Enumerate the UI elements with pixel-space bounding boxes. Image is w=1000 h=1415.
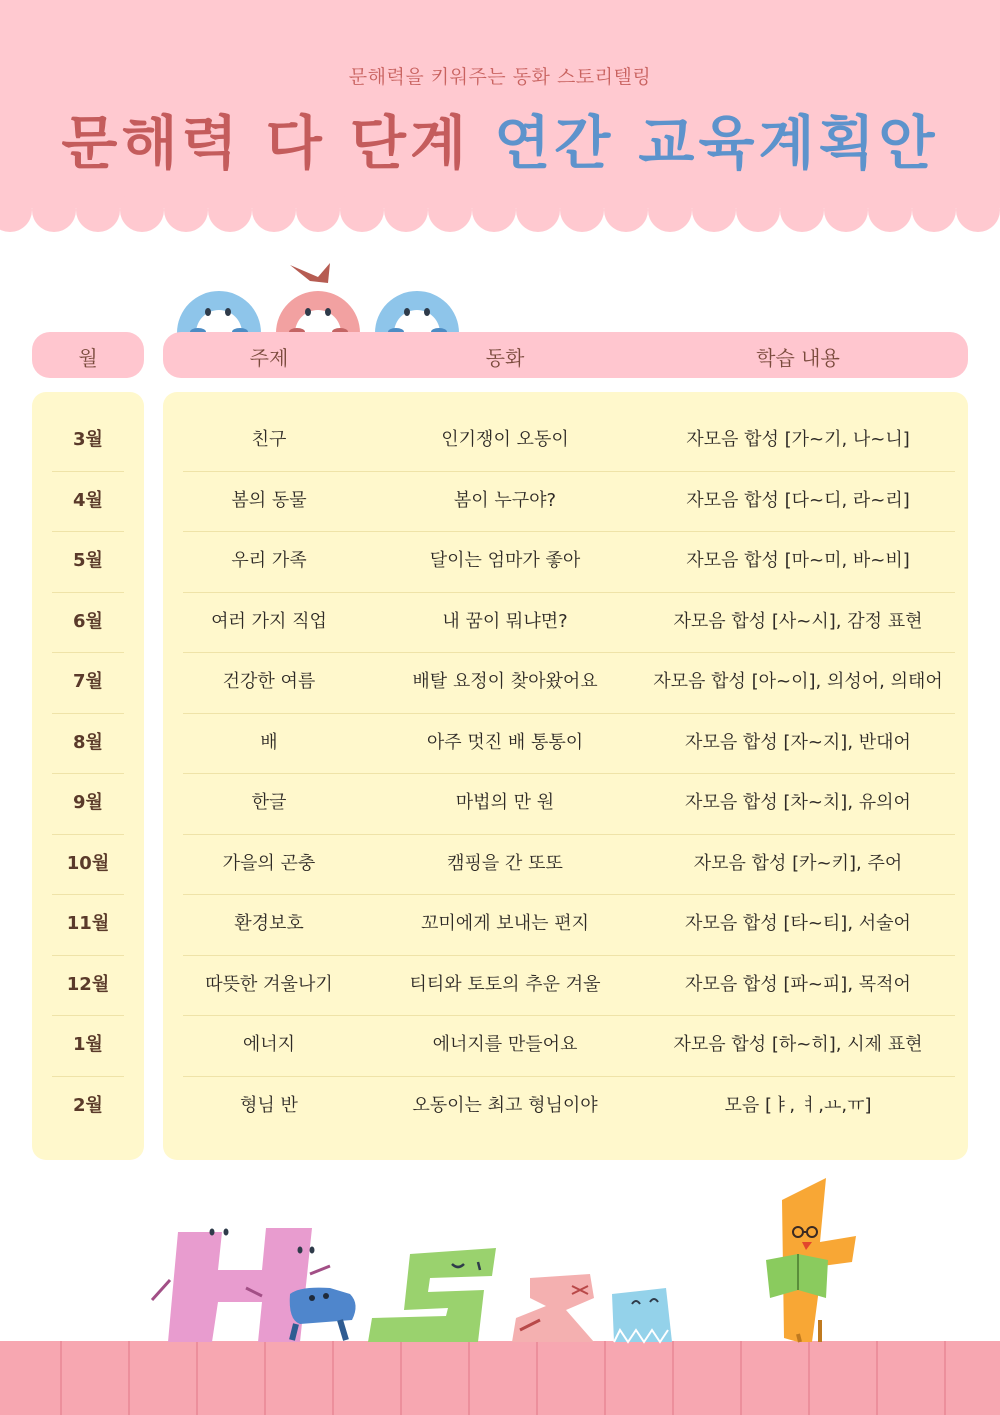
story-cell: 에너지를 만들어요 (432, 1034, 578, 1055)
table-row (163, 713, 968, 773)
topic-cell: 친구 (251, 429, 287, 450)
floor-plank-line (672, 1341, 674, 1415)
topic-cell: 한글 (251, 792, 287, 813)
table-row (163, 410, 968, 470)
month-cell: 6월 (73, 610, 103, 632)
month-header-label: 월 (78, 346, 98, 370)
month-cell: 4월 (73, 489, 103, 511)
story-cell: 오동이는 최고 형님이야 (412, 1094, 598, 1116)
topic-cell: 배 (260, 731, 278, 753)
content-cell: 자모음 합성 [자~지], 반대어 (685, 731, 911, 753)
table-row (163, 652, 968, 712)
topic-cell: 우리 가족 (231, 550, 307, 571)
topic-header-label: 주제 (249, 346, 289, 370)
content-cell: 자모음 합성 [마~미, 바~비] (686, 550, 910, 571)
story-cell: 캠핑을 간 또또 (447, 852, 563, 874)
story-header-label: 동화 (485, 346, 525, 370)
topic-cell: 형님 반 (240, 1094, 298, 1116)
hangul-letter-characters-illustration (0, 1170, 1000, 1345)
sky-blue-letter-character (612, 1288, 672, 1342)
content-cell: 자모음 합성 [하~히], 시제 표현 (673, 1034, 923, 1055)
floor-plank-line (536, 1341, 538, 1415)
floor-plank-line (740, 1341, 742, 1415)
floor-plank-line (876, 1341, 878, 1415)
table-row (163, 471, 968, 531)
month-cell: 1월 (73, 1034, 103, 1055)
topic-cell: 건강한 여름 (222, 671, 316, 692)
floor-plank-line (264, 1341, 266, 1415)
floor-plank-line (808, 1341, 810, 1415)
table-row (163, 1015, 968, 1075)
table-row (163, 894, 968, 954)
blue-blob-character-left (177, 291, 261, 335)
floor-plank-line (604, 1341, 606, 1415)
page-title (0, 96, 1000, 180)
story-cell: 배탈 요정이 찾아왔어요 (412, 671, 598, 692)
main-columns-header (163, 332, 968, 378)
month-column-header (32, 332, 144, 378)
month-cell: 3월 (73, 429, 103, 450)
topic-cell: 따뜻한 겨울나기 (205, 973, 333, 995)
curriculum-table-panel (163, 392, 968, 1160)
blue-blob-character-right (375, 291, 459, 335)
content-header-label: 학습 내용 (756, 346, 840, 370)
month-cell: 11월 (66, 913, 110, 934)
story-cell: 인기쟁이 오동이 (441, 429, 569, 450)
floor-plank-line (332, 1341, 334, 1415)
pink-bieup-letter-character (152, 1228, 330, 1342)
floor-plank-line (60, 1341, 62, 1415)
blob-characters-illustration (170, 255, 470, 335)
title-part-2: 연간 교육계획안 (494, 109, 939, 177)
table-row (163, 531, 968, 591)
table-row (163, 834, 968, 894)
content-cell: 자모음 합성 [가~기, 나~니] (686, 429, 910, 450)
month-cell: 7월 (73, 671, 103, 692)
floor-plank-line (400, 1341, 402, 1415)
month-cell: 8월 (73, 731, 103, 753)
content-cell: 자모음 합성 [아~이], 의성어, 의태어 (653, 671, 943, 692)
orange-letter-character-reading (766, 1178, 856, 1342)
subtitle: 문해력을 키워주는 동화 스토리텔링 (348, 66, 652, 88)
stage-floor (0, 1341, 1000, 1415)
topic-cell: 여러 가지 직업 (211, 610, 327, 632)
content-cell: 자모음 합성 [파~피], 목적어 (685, 973, 911, 995)
table-row (163, 1076, 968, 1136)
topic-cell: 에너지 (242, 1034, 296, 1055)
month-cell: 9월 (73, 792, 103, 813)
content-cell: 모음 [ㅑ, ㅕ,ㅛ,ㅠ] (724, 1094, 872, 1116)
story-cell: 아주 멋진 배 통통이 (426, 731, 584, 753)
story-cell: 티티와 토토의 추운 겨울 (409, 973, 601, 995)
floor-plank-line (944, 1341, 946, 1415)
pink-blob-character-with-bow (276, 263, 360, 335)
title-part-1: 문해력 다 단계 (61, 109, 470, 177)
table-row (163, 592, 968, 652)
content-cell: 자모음 합성 [다~디, 라~리] (686, 489, 910, 511)
header-banner (0, 0, 1000, 238)
topic-cell: 환경보호 (234, 913, 304, 934)
month-cell: 5월 (73, 550, 103, 571)
month-column-panel (32, 392, 144, 1160)
story-cell: 내 꿈이 뭐냐면? (442, 610, 568, 632)
topic-cell: 가을의 곤충 (222, 852, 316, 874)
story-cell: 달이는 엄마가 좋아 (429, 550, 581, 571)
table-row (163, 955, 968, 1015)
story-cell: 마법의 만 원 (455, 792, 555, 813)
month-cell: 2월 (73, 1094, 103, 1116)
story-cell: 봄이 누구야? (453, 489, 557, 511)
content-cell: 자모음 합성 [카~키], 주어 (693, 852, 903, 874)
floor-plank-line (468, 1341, 470, 1415)
content-cell: 자모음 합성 [사~시], 감정 표현 (673, 610, 923, 632)
table-row (163, 773, 968, 833)
month-cell: 10월 (66, 852, 110, 874)
content-cell: 자모음 합성 [타~티], 서술어 (685, 913, 911, 934)
pink-jieut-letter-character (512, 1274, 594, 1342)
topic-cell: 봄의 동물 (231, 489, 307, 511)
content-cell: 자모음 합성 [차~치], 유의어 (685, 792, 911, 813)
floor-plank-line (196, 1341, 198, 1415)
floor-plank-line (128, 1341, 130, 1415)
month-cell: 12월 (66, 973, 110, 995)
story-cell: 꼬미에게 보내는 편지 (421, 913, 589, 934)
green-rieul-letter-character (368, 1248, 496, 1342)
